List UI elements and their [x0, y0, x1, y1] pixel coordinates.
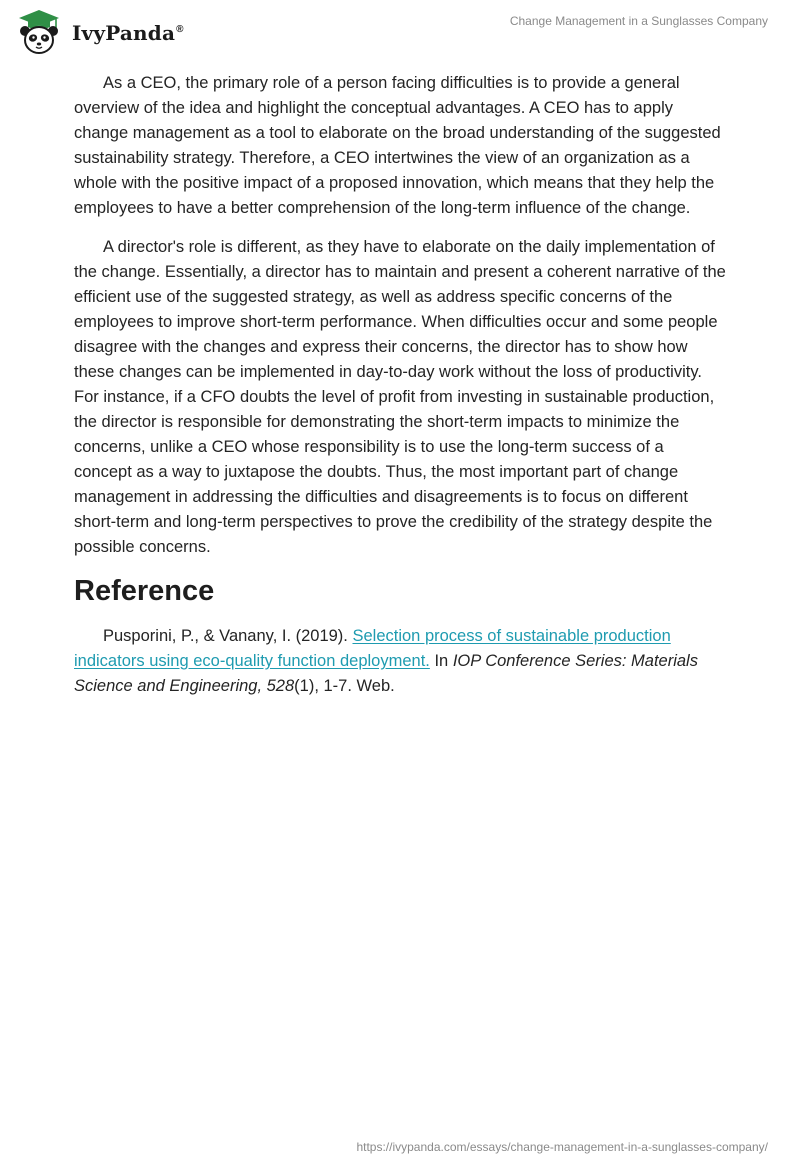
- reference-entry: [74, 624, 726, 699]
- source-url[interactable]: https://ivypanda.com/essays/change-management-in-a-sunglasses-company/: [356, 1140, 768, 1154]
- registered-mark: ®: [176, 24, 184, 36]
- reference-link[interactable]: Selection process of sustainable production indicators using eco-quality function deployment.: [74, 627, 671, 670]
- panda-graduate-icon: [14, 7, 64, 57]
- ivypanda-logo[interactable]: [14, 7, 184, 57]
- body-paragraph-director: A director's role is different, as they have to elaborate on the daily implementation of the change. Essentially, a director has to maintain and present a coherent narrative of the efficient use of the suggested strategy, as well as address specific concerns of the employees to improve short-term performance. When difficulties occur and some people disagree with the changes and express their concerns, the director has to show how these changes can be implemented in day-to-day work without the loss of productivity. For instance, if a CFO doubts the level of profit from investing in sustainable production, the director is responsible for demonstrating the short-term impacts to minimize the concerns, unlike a CEO whose responsibility is to use the long-term success of a concept as a way to juxtapose the doubts. Thus, the most important part of change management in addressing the difficulties and disagreements is to focus on different short-term and long-term perspectives to prove the credibility of the strategy despite the possible concerns.: [74, 238, 726, 556]
- page-header: [0, 0, 800, 60]
- reference-tail: (1), 1-7. Web.: [294, 677, 395, 695]
- reference-in-text: In: [429, 652, 453, 670]
- essay-content: [74, 71, 726, 699]
- reference-journal: IOP Conference Series: Materials Science and Engineering, 528: [74, 652, 698, 695]
- reference-authors: Pusporini, P., & Vanany, I. (2019).: [103, 627, 353, 645]
- document-title: Change Management in a Sunglasses Company: [509, 14, 768, 28]
- logo-wordmark: IvyPanda®: [72, 21, 184, 45]
- reference-heading: Reference: [74, 575, 215, 607]
- body-paragraph-ceo: As a CEO, the primary role of a person facing difficulties is to provide a general overview of the idea and highlight the conceptual advantages. A CEO has to apply change management as a tool to elaborate on the broad understanding of the suggested sustainability strategy. Therefore, a CEO intertwines the view of an organization as a whole with the positive impact of a proposed innovation, which means that they help the employees to have a better comprehension of the long-term influence of the change.: [74, 74, 721, 217]
